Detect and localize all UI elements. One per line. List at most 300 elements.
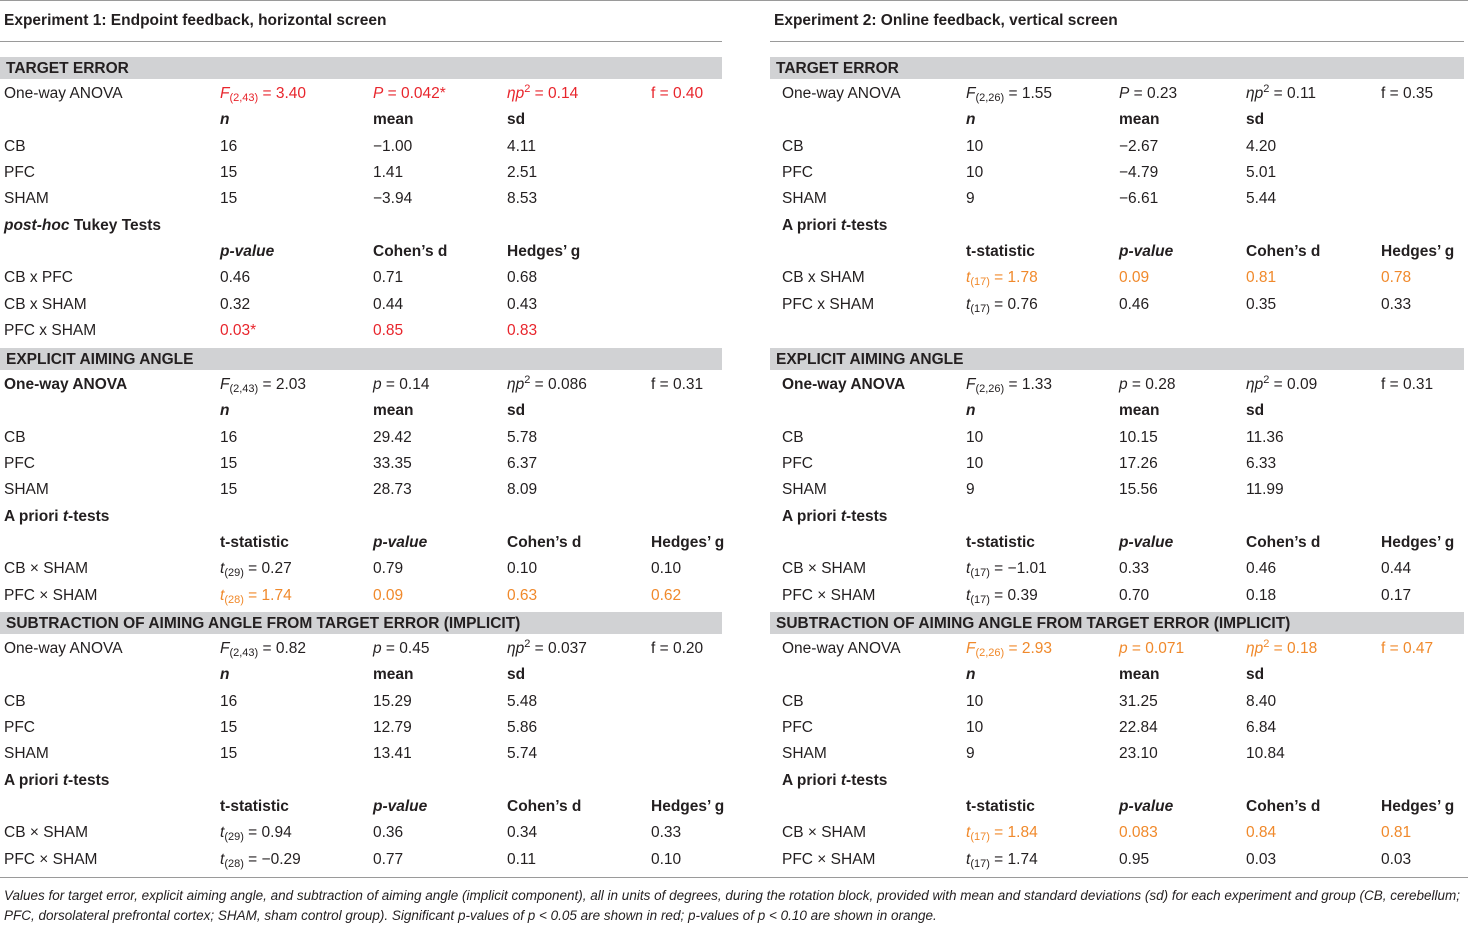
cell-value: 8.53 (507, 190, 538, 208)
table-row (770, 265, 1464, 291)
p-symbol: p (1119, 640, 1128, 657)
f-degrees-of-freedom: (2,43) (229, 647, 259, 659)
cell-value: 15 (220, 190, 238, 208)
t-symbol: t (966, 586, 971, 604)
column-header: n (220, 666, 230, 684)
anova-label: One-way ANOVA (782, 376, 906, 393)
cell-value: 4.11 (507, 137, 537, 155)
cell-value: 8.09 (507, 481, 538, 499)
cohens-d: 0.11 (507, 850, 537, 868)
cohens-d: 0.18 (1246, 586, 1277, 604)
table-row (0, 504, 722, 530)
cell-value: −2.67 (1119, 137, 1159, 155)
t-value: = 1.78 (989, 269, 1038, 287)
t-statistic (220, 820, 292, 846)
t-symbol: t (220, 586, 225, 604)
table-row (770, 451, 1464, 477)
column-header: n (966, 402, 976, 420)
table-row (0, 794, 725, 820)
cell-value: 28.73 (373, 481, 412, 499)
row-label: PFC (782, 455, 813, 473)
table-row (0, 134, 722, 160)
t-degrees-of-freedom: (17) (970, 276, 990, 289)
subtitle-italic: t (840, 507, 847, 525)
eta-value: = 0.14 (530, 85, 579, 102)
cell-value: 31.25 (1119, 692, 1158, 710)
table-row (770, 504, 1464, 530)
table-row (0, 820, 722, 846)
experiment-title: Experiment 2: Online feedback, vertical screen (774, 12, 1118, 29)
t-symbol: t (966, 824, 971, 842)
t-statistic (966, 556, 1047, 582)
table-row (770, 768, 1464, 794)
hedges-g: 0.81 (1381, 824, 1412, 842)
t-degrees-of-freedom: (29) (224, 831, 244, 844)
t-degrees-of-freedom: (17) (970, 831, 990, 844)
p-symbol: p (373, 376, 382, 393)
section-header: EXPLICIT AIMING ANGLE (770, 346, 1464, 370)
column-header: Cohen’s d (507, 534, 582, 552)
table-row (770, 81, 1464, 107)
subtitle-prefix: A priori (4, 507, 63, 525)
column-header: n (220, 402, 230, 420)
cell-value: 15.29 (373, 692, 412, 710)
anova-label: One-way ANOVA (4, 85, 123, 102)
row-label: CB (782, 137, 804, 155)
anova-effect-size-f: f = 0.31 (1381, 376, 1434, 393)
t-statistic (966, 847, 1038, 873)
subtitle-prefix: A priori (4, 771, 63, 789)
table-row (770, 477, 1464, 503)
column-header: p-value (373, 798, 428, 816)
subtitle-italic: post-hoc (4, 216, 70, 234)
t-degrees-of-freedom: (17) (970, 567, 990, 580)
hedges-g: 0.17 (1381, 586, 1412, 604)
eta-exponent: 2 (1263, 374, 1270, 386)
table-row (770, 636, 1464, 662)
experiment-title: Experiment 1: Endpoint feedback, horizontal screen (4, 12, 387, 29)
eta-exponent: 2 (1263, 638, 1270, 650)
cohens-d: 0.84 (1246, 824, 1277, 842)
p-symbol: p (373, 640, 382, 657)
subtitle-italic: t (62, 771, 69, 789)
eta-symbol: ηp (507, 376, 525, 393)
table-row (770, 186, 1464, 212)
t-statistic (220, 556, 292, 582)
p-value: = 0.28 (1127, 376, 1176, 393)
cell-value: 16 (220, 428, 238, 446)
table-row (0, 741, 722, 767)
cell-value: 9 (966, 190, 975, 208)
table-footnote: Values for target error, explicit aiming angle, and subtraction of aiming angle (implicit component), all in units of degrees, during the rotation block, provided with mean and standard deviations (sd) for each experiment and group (CB, cerebellum; PFC, dorsolateral prefrontal cortex; SHAM, sham control group). Significant p-values of p < 0.05 are shown in red; p-values of p < 0.10 are shown in orange. (4, 888, 1461, 923)
table-row (0, 372, 722, 398)
cell-value: 0.46 (220, 269, 251, 287)
eta-value: = 0.086 (530, 376, 587, 393)
table-row (0, 715, 722, 741)
hedges-g: 0.10 (651, 560, 682, 578)
subsection-title (782, 768, 887, 794)
cell-value: 4.20 (1246, 137, 1277, 155)
column-header: t-statistic (966, 243, 1035, 261)
row-label: SHAM (782, 745, 827, 763)
table-row (770, 689, 1464, 715)
row-label: CB × SHAM (4, 824, 88, 842)
anova-eta-squared (507, 636, 587, 662)
row-label: PFC (4, 455, 35, 473)
column-header: mean (373, 111, 414, 129)
row-label: SHAM (782, 481, 827, 499)
row-label: CB (782, 428, 804, 446)
row-label: PFC x SHAM (782, 295, 875, 313)
column-header: mean (373, 402, 414, 420)
cell-value: 10.15 (1119, 428, 1158, 446)
table-row (0, 556, 722, 582)
f-degrees-of-freedom: (2,26) (975, 92, 1005, 104)
hedges-g: 0.78 (1381, 269, 1412, 287)
t-statistic (220, 583, 292, 609)
cell-value: 0.71 (373, 269, 404, 287)
column-header: t-statistic (220, 534, 289, 552)
table-row (0, 81, 722, 107)
hedges-g: 0.33 (1381, 295, 1412, 313)
t-symbol: t (966, 269, 971, 287)
subtitle-prefix: A priori (782, 507, 841, 525)
column-header: Cohen’s d (1246, 798, 1321, 816)
column-header: Hedges’ g (651, 534, 725, 552)
cell-value: 15 (220, 455, 238, 473)
p-value: 0.083 (1119, 824, 1158, 842)
p-value: 0.79 (373, 560, 404, 578)
p-value: = 0.14 (381, 376, 430, 393)
f-value: = 2.03 (258, 376, 307, 393)
table-row (0, 213, 722, 239)
table-row (0, 239, 722, 265)
cell-value: 16 (220, 692, 238, 710)
t-degrees-of-freedom: (17) (970, 302, 990, 315)
column-header: Cohen’s d (1246, 243, 1321, 261)
row-label: PFC (782, 719, 813, 737)
table-row (770, 556, 1464, 582)
t-value: = 0.94 (243, 824, 292, 842)
anova-label: One-way ANOVA (782, 640, 901, 657)
table-row (770, 847, 1464, 873)
subtitle-rest: -tests (68, 771, 110, 789)
table-top-rule (0, 0, 1468, 1)
p-value: 0.95 (1119, 850, 1150, 868)
cell-value: 0.32 (220, 295, 251, 313)
eta-exponent: 2 (524, 83, 531, 95)
cell-value: 12.79 (373, 719, 412, 737)
cell-value: 11.99 (1246, 481, 1284, 499)
f-symbol: F (966, 85, 976, 102)
t-statistic (966, 265, 1038, 291)
cell-value: 10 (966, 692, 984, 710)
cohens-d: 0.34 (507, 824, 538, 842)
eta-value: = 0.037 (530, 640, 587, 657)
p-value: 0.70 (1119, 586, 1150, 604)
cell-value: −3.94 (373, 190, 413, 208)
table-row (0, 768, 722, 794)
t-symbol: t (220, 560, 225, 578)
f-symbol: F (220, 85, 230, 102)
subtitle-italic: t (840, 771, 847, 789)
f-degrees-of-freedom: (2,43) (229, 383, 259, 395)
table-row (770, 292, 1464, 318)
table-row (770, 239, 1464, 265)
cell-value: 9 (966, 745, 975, 763)
column-header: t-statistic (966, 534, 1035, 552)
column-header: Cohen’s d (1246, 534, 1321, 552)
column-header: p-value (1119, 243, 1174, 261)
row-label: CB × SHAM (782, 560, 866, 578)
eta-value: = 0.11 (1269, 85, 1317, 102)
table-row (770, 715, 1464, 741)
f-symbol: F (220, 376, 230, 393)
cell-value: 11.36 (1246, 428, 1284, 446)
anova-f-statistic (966, 372, 1052, 398)
t-symbol: t (966, 295, 971, 313)
anova-label: One-way ANOVA (4, 640, 123, 657)
section-header: EXPLICIT AIMING ANGLE (0, 346, 722, 370)
f-value: = 3.40 (258, 85, 307, 102)
column-header: Hedges’ g (1381, 243, 1455, 261)
p-value: 0.09 (1119, 269, 1150, 287)
p-value: 0.46 (1119, 295, 1150, 313)
table-row (0, 160, 722, 186)
cohens-d: 0.81 (1246, 269, 1277, 287)
row-label: PFC x SHAM (4, 322, 97, 340)
column-header: sd (1246, 666, 1265, 684)
subtitle-rest: -tests (846, 507, 888, 525)
cell-value: 5.01 (1246, 164, 1277, 182)
table-row (0, 477, 722, 503)
table-row (0, 186, 722, 212)
column-header: mean (1119, 402, 1160, 420)
eta-value: = 0.09 (1269, 376, 1318, 393)
table-row (770, 662, 1464, 688)
table-row (0, 398, 722, 424)
table-row (770, 820, 1464, 846)
table-row (770, 398, 1464, 424)
anova-label: One-way ANOVA (782, 85, 901, 102)
eta-exponent: 2 (524, 374, 531, 386)
t-symbol: t (220, 824, 225, 842)
eta-exponent: 2 (524, 638, 531, 650)
t-statistic (220, 847, 301, 873)
row-label: CB x PFC (4, 269, 73, 287)
table-row (0, 265, 722, 291)
p-value: 0.36 (373, 824, 404, 842)
column-header: Cohen’s d (507, 798, 582, 816)
column-header: t-statistic (220, 798, 289, 816)
anova-eta-squared (1246, 636, 1317, 662)
eta-symbol: ηp (1246, 640, 1264, 657)
row-label: SHAM (4, 745, 49, 763)
cell-value: 0.03* (220, 322, 257, 340)
anova-effect-size-f: f = 0.47 (1381, 640, 1434, 657)
p-value: 0.09 (373, 586, 404, 604)
subsection-title (782, 504, 887, 530)
anova-f-statistic (220, 372, 306, 398)
anova-f-statistic (220, 636, 306, 662)
cell-value: 10.84 (1246, 745, 1285, 763)
p-symbol: P (373, 85, 384, 102)
cell-value: 10 (966, 137, 984, 155)
p-value: = 0.45 (381, 640, 430, 657)
table-row (770, 160, 1464, 186)
row-label: CB × SHAM (782, 824, 866, 842)
f-degrees-of-freedom: (2,26) (975, 647, 1005, 659)
subtitle-rest: Tukey Tests (69, 216, 162, 234)
subtitle-italic: t (62, 507, 69, 525)
column-header: Hedges’ g (651, 798, 725, 816)
anova-f-statistic (966, 81, 1052, 107)
cell-value: 22.84 (1119, 719, 1158, 737)
p-value: = 0.23 (1129, 85, 1178, 102)
cell-value: 15 (220, 719, 238, 737)
anova-p-value (373, 636, 429, 662)
cell-value: −6.61 (1119, 190, 1159, 208)
f-degrees-of-freedom: (2,26) (975, 383, 1005, 395)
column-header: sd (507, 111, 526, 129)
t-degrees-of-freedom: (29) (224, 567, 244, 580)
table-row (0, 318, 722, 344)
column-header: n (220, 111, 230, 129)
cell-value: 0.68 (507, 269, 538, 287)
cell-value: 5.86 (507, 719, 538, 737)
t-value: = 1.74 (989, 850, 1038, 868)
subsection-title (4, 768, 109, 794)
t-value: = 1.84 (989, 824, 1038, 842)
cohens-d: 0.03 (1246, 850, 1277, 868)
t-value: = 0.39 (989, 586, 1038, 604)
table-row (770, 794, 1464, 820)
subsection-title (4, 504, 109, 530)
table-row (0, 583, 722, 609)
cell-value: 6.37 (507, 455, 538, 473)
t-statistic (966, 820, 1038, 846)
cell-value: 17.26 (1119, 455, 1158, 473)
eta-symbol: ηp (507, 85, 525, 102)
eta-symbol: ηp (1246, 376, 1264, 393)
anova-f-statistic (220, 81, 306, 107)
p-value: 0.77 (373, 850, 404, 868)
column-header: t-statistic (966, 798, 1035, 816)
row-label: SHAM (4, 190, 49, 208)
cell-value: 33.35 (373, 455, 412, 473)
hedges-g: 0.44 (1381, 560, 1412, 578)
subtitle-prefix: A priori (782, 216, 841, 234)
anova-eta-squared (1246, 81, 1316, 107)
t-value: = −1.01 (989, 560, 1047, 578)
cell-value: 9 (966, 481, 975, 499)
column-header: Hedges’ g (1381, 534, 1455, 552)
p-value: 0.33 (1119, 560, 1150, 578)
cell-value: 6.84 (1246, 719, 1277, 737)
row-label: PFC × SHAM (4, 850, 98, 868)
row-label: PFC × SHAM (4, 586, 98, 604)
column-header: Hedges’ g (507, 243, 581, 261)
subtitle-rest: -tests (68, 507, 110, 525)
table-row (0, 530, 725, 556)
eta-symbol: ηp (507, 640, 525, 657)
subsection-title (4, 213, 161, 239)
anova-p-value (1119, 81, 1177, 107)
row-label: PFC (782, 164, 813, 182)
p-value: = 0.042* (383, 85, 446, 102)
cell-value: 10 (966, 428, 984, 446)
f-value: = 2.93 (1004, 640, 1053, 657)
eta-value: = 0.18 (1269, 640, 1318, 657)
f-symbol: F (966, 640, 976, 657)
table-row (770, 741, 1464, 767)
cell-value: 2.51 (507, 164, 538, 182)
eta-symbol: ηp (1246, 85, 1264, 102)
p-value: = 0.071 (1127, 640, 1185, 657)
row-label: CB x SHAM (782, 269, 865, 287)
t-value: = 0.76 (989, 295, 1038, 313)
hedges-g: 0.62 (651, 586, 682, 604)
column-header: n (966, 111, 976, 129)
section-header: TARGET ERROR (770, 55, 1464, 79)
cell-value: 29.42 (373, 428, 412, 446)
t-value: = −0.29 (243, 850, 301, 868)
column-header: sd (1246, 402, 1265, 420)
column-header: sd (1246, 111, 1265, 129)
cell-value: 6.33 (1246, 455, 1277, 473)
anova-p-value (1119, 372, 1175, 398)
table-row (0, 107, 722, 133)
t-degrees-of-freedom: (28) (224, 593, 244, 606)
cell-value: 0.44 (373, 295, 404, 313)
column-header: p-value (1119, 534, 1174, 552)
experiment-title-rule (770, 41, 1464, 42)
row-label: CB (4, 428, 26, 446)
f-symbol: F (966, 376, 976, 393)
t-statistic (966, 292, 1038, 318)
cell-value: 10 (966, 455, 984, 473)
column-header: mean (373, 666, 414, 684)
table-row (770, 213, 1464, 239)
cell-value: 15 (220, 164, 238, 182)
column-header: p-value (1119, 798, 1174, 816)
anova-f-statistic (966, 636, 1052, 662)
cell-value: 0.43 (507, 295, 538, 313)
row-label: PFC (4, 164, 35, 182)
row-label: PFC (4, 719, 35, 737)
table-row (0, 425, 722, 451)
anova-effect-size-f: f = 0.31 (651, 376, 704, 393)
f-symbol: F (220, 640, 230, 657)
anova-p-value (373, 81, 446, 107)
table-row (770, 134, 1464, 160)
row-label: CB (4, 692, 26, 710)
cell-value: 15 (220, 745, 238, 763)
cohens-d: 0.46 (1246, 560, 1277, 578)
cell-value: 10 (966, 164, 984, 182)
row-label: CB x SHAM (4, 295, 87, 313)
t-symbol: t (966, 850, 971, 868)
cell-value: 5.74 (507, 745, 538, 763)
experiment-title-rule (0, 41, 722, 42)
column-header: sd (507, 402, 526, 420)
cohens-d: 0.63 (507, 586, 538, 604)
t-degrees-of-freedom: (17) (970, 857, 990, 870)
cohens-d: 0.35 (1246, 295, 1277, 313)
t-symbol: t (220, 850, 225, 868)
table-row (0, 292, 722, 318)
cell-value: 0.85 (373, 322, 404, 340)
